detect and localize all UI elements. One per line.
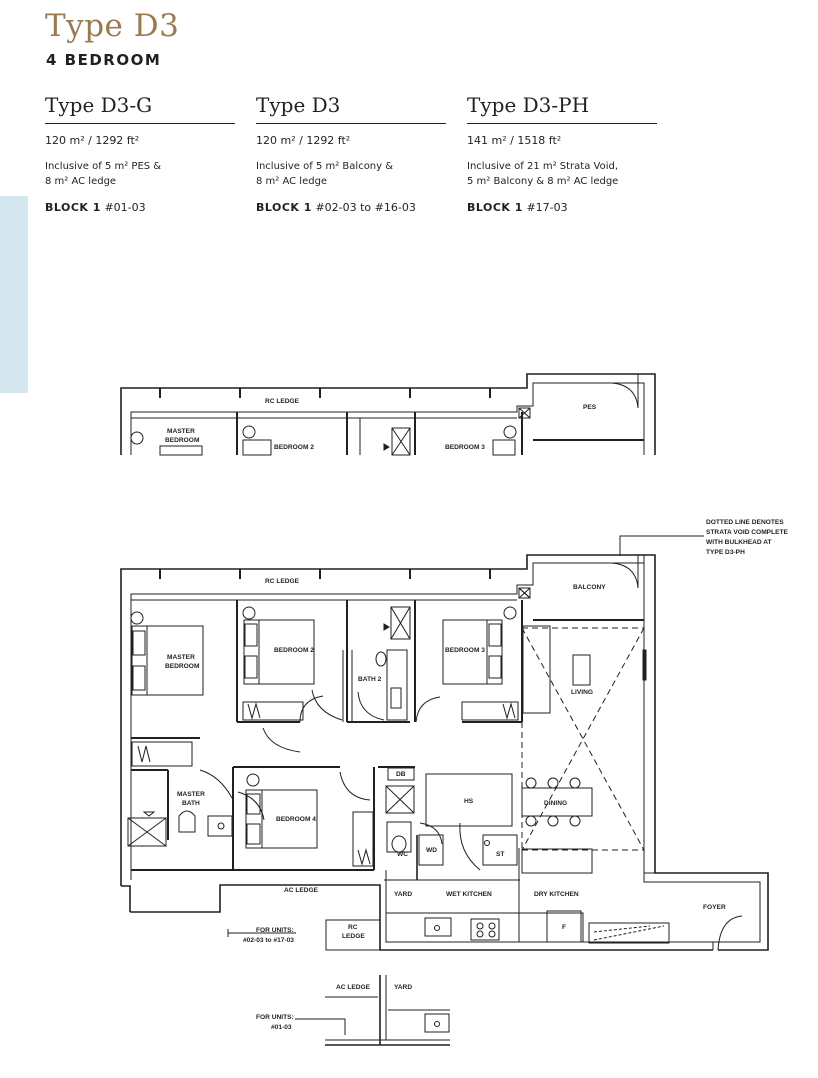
variant-name: Type D3-G [45, 93, 235, 124]
label-master-bath: BATH [182, 800, 200, 807]
label-st: ST [496, 851, 505, 858]
page-subtitle: 4 BEDROOM [46, 51, 162, 69]
label-bedroom-4: BEDROOM 4 [276, 816, 316, 823]
label-wet-kitchen: WET KITCHEN [446, 891, 492, 898]
label-yard: YARD [394, 891, 413, 898]
label-wd: WD [426, 847, 437, 854]
label-rc-ledge-alt: RC [348, 924, 358, 931]
block-label: BLOCK 1 [256, 201, 312, 214]
label-master-bedroom: MASTER [167, 654, 195, 661]
note-line: STRATA VOID COMPLETE [706, 529, 788, 536]
label-ac-ledge: AC LEDGE [284, 887, 319, 894]
label-rc-ledge: RC LEDGE [265, 398, 300, 405]
label-pes: PES [583, 404, 597, 411]
variant-area: 120 m² / 1292 ft² [45, 134, 140, 147]
label-for-units: FOR UNITS: [256, 927, 294, 934]
label-bedroom-2: BEDROOM 2 [274, 647, 314, 654]
top-partial-plan [121, 374, 655, 455]
bottom-plan-labels [256, 984, 412, 1031]
block-units: #01-03 [104, 201, 146, 214]
variant-area: 120 m² / 1292 ft² [256, 134, 351, 147]
label-master-bedroom: BEDROOM [165, 663, 200, 670]
main-plan [121, 536, 768, 950]
note-line: DOTTED LINE DENOTES [706, 519, 784, 526]
inclusive-line: 5 m² Balcony & 8 m² AC ledge [467, 176, 619, 187]
variant-name: Type D3 [256, 93, 446, 124]
label-wc: WC [397, 851, 408, 858]
label-fridge: F [562, 924, 567, 931]
label-rc-ledge-alt: LEDGE [342, 933, 365, 940]
label-living: LIVING [571, 689, 593, 696]
variant-name: Type D3-PH [467, 93, 657, 124]
label-bath-2: BATH 2 [358, 676, 382, 683]
label-master-bath: MASTER [177, 791, 205, 798]
inclusive-line: Inclusive of 21 m² Strata Void, [467, 161, 619, 172]
label-yard: YARD [394, 984, 413, 991]
label-bedroom-2: BEDROOM 2 [274, 444, 314, 451]
block-label: BLOCK 1 [45, 201, 101, 214]
label-dining: DINING [544, 800, 568, 807]
label-for-units-value: #02-03 to #17-03 [243, 937, 294, 944]
inclusive-line: 8 m² AC ledge [45, 176, 117, 187]
label-rc-ledge: RC LEDGE [265, 578, 300, 585]
block-units: #02-03 to #16-03 [315, 201, 416, 214]
note-line: WITH BULKHEAD AT [706, 539, 772, 546]
inclusive-line: 8 m² AC ledge [256, 176, 328, 187]
block-units: #17-03 [526, 201, 568, 214]
page-title: Type D3 [45, 8, 180, 44]
label-for-units-value: #01-03 [271, 1024, 292, 1031]
variant-area: 141 m² / 1518 ft² [467, 134, 562, 147]
label-master-bedroom: MASTER [167, 428, 195, 435]
note-line: TYPE D3-PH [706, 549, 745, 556]
inclusive-line: Inclusive of 5 m² PES & [45, 161, 162, 172]
inclusive-line: Inclusive of 5 m² Balcony & [256, 161, 394, 172]
label-foyer: FOYER [703, 904, 726, 911]
label-for-units: FOR UNITS: [256, 1014, 294, 1021]
label-bedroom-3: BEDROOM 3 [445, 647, 485, 654]
label-ac-ledge: AC LEDGE [336, 984, 371, 991]
label-dry-kitchen: DRY KITCHEN [534, 891, 579, 898]
label-db: DB [396, 771, 406, 778]
bottom-partial-plan [295, 975, 450, 1045]
block-label: BLOCK 1 [467, 201, 523, 214]
label-master-bedroom: BEDROOM [165, 437, 200, 444]
label-bedroom-3: BEDROOM 3 [445, 444, 485, 451]
label-hs: HS [464, 798, 474, 805]
label-balcony: BALCONY [573, 584, 606, 591]
